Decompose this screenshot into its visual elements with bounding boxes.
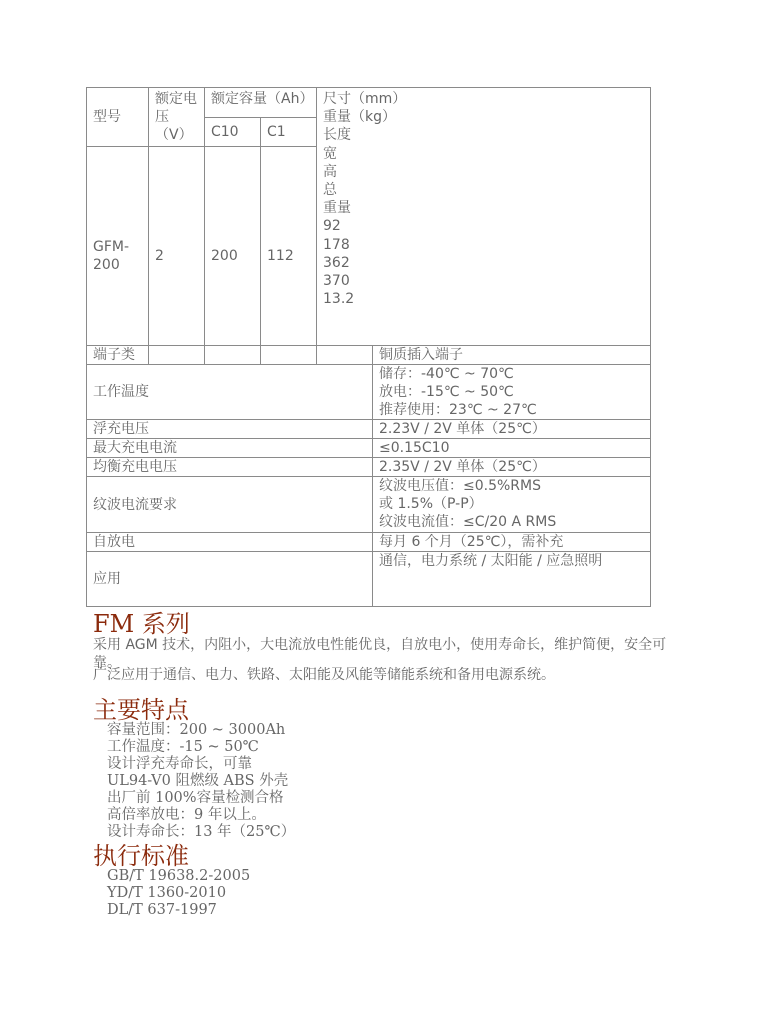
- dimension-line: 高: [323, 163, 337, 180]
- parameter-value: [373, 365, 651, 420]
- dimension-line: 92: [323, 218, 341, 235]
- dimension-line: 362: [323, 254, 350, 271]
- dimension-line: 重量（kg）: [323, 109, 396, 126]
- header-dimensions: [317, 88, 651, 365]
- header-capacity: 额定容量（Ah）: [205, 88, 317, 118]
- parameter-row: [87, 533, 651, 552]
- parameter-value-line: 推荐使用：23℃ ~ 27℃: [379, 402, 537, 418]
- standard-item: YD/T 1360-2010: [107, 885, 227, 901]
- header-voltage: 额定电压 （V）: [149, 88, 205, 147]
- spec-table: [86, 87, 651, 365]
- parameter-row: [87, 477, 651, 533]
- parameter-value: [373, 346, 651, 365]
- standards-list: [107, 868, 250, 919]
- dimension-line: 尺寸（mm）: [323, 91, 407, 107]
- parameter-row: [87, 439, 651, 458]
- feature-item: 工作温度：-15 ~ 50℃: [107, 739, 259, 755]
- parameter-value: [373, 552, 651, 607]
- parameter-label: 最大充电电流: [87, 439, 373, 458]
- dimension-line: 13.2: [323, 291, 355, 308]
- parameter-value: [373, 533, 651, 552]
- parameter-label: 浮充电压: [87, 420, 373, 439]
- feature-item: 设计浮充寿命长，可靠: [107, 756, 252, 772]
- parameter-row: [87, 552, 651, 607]
- parameter-label: 应用: [87, 552, 373, 607]
- parameter-row: [87, 365, 651, 420]
- parameter-label: 端子类: [87, 346, 373, 365]
- parameter-value-line: 通信，电力系统 / 太阳能 / 应急照明: [379, 553, 603, 569]
- parameter-value: [373, 458, 651, 477]
- standard-item: DL/T 637-1997: [107, 902, 217, 918]
- parameter-row: [87, 458, 651, 477]
- feature-item: 设计寿命长：13 年（25℃）: [107, 824, 296, 840]
- feature-item: 容量范围：200 ~ 3000Ah: [107, 722, 286, 738]
- features-title: 主要特点: [93, 696, 189, 724]
- parameters-table: [86, 345, 651, 607]
- parameter-value-line: 放电：-15℃ ~ 50℃: [379, 384, 514, 400]
- cell-c10: 200: [205, 147, 261, 365]
- parameter-value-line: 2.23V / 2V 单体（25℃）: [379, 421, 546, 437]
- feature-item: 高倍率放电：9 年以上。: [107, 807, 266, 823]
- fm-series-title: FM 系列: [93, 610, 190, 638]
- parameter-value-line: 每月 6 个月（25℃），需补充: [379, 534, 564, 550]
- cell-model: GFM-200: [87, 147, 149, 365]
- parameter-label: 工作温度: [87, 365, 373, 420]
- header-c1: C1: [261, 117, 317, 147]
- dimension-line: 总: [323, 182, 337, 199]
- parameter-value-line: 储存：-40℃ ~ 70℃: [379, 366, 514, 382]
- feature-item: UL94-V0 阻燃级 ABS 外壳: [107, 773, 289, 789]
- dimension-line: 长度: [323, 127, 351, 144]
- features-list: [107, 722, 295, 841]
- parameter-value: [373, 420, 651, 439]
- dimension-line: 宽: [323, 145, 337, 162]
- fm-application-paragraph: 广泛应用于通信、电力、铁路、太阳能及风能等储能系统和备用电源系统。: [93, 667, 555, 683]
- parameter-label: 自放电: [87, 533, 373, 552]
- dimension-line: 178: [323, 236, 350, 253]
- parameter-value: [373, 477, 651, 533]
- header-c10: C10: [205, 117, 261, 147]
- standards-title: 执行标准: [93, 842, 189, 870]
- parameter-value-line: 纹波电压值：≤0.5%RMS: [379, 478, 541, 494]
- parameter-value-line: 纹波电流值：≤C/20 A RMS: [379, 514, 557, 530]
- parameter-value-line: 或 1.5%（P-P）: [379, 496, 483, 512]
- standard-item: GB/T 19638.2-2005: [107, 868, 251, 884]
- cell-c1: 112: [261, 147, 317, 365]
- header-model: 型号: [87, 88, 149, 147]
- parameter-value: [373, 439, 651, 458]
- dimension-line: 370: [323, 273, 350, 290]
- parameter-value-line: 铜质插入端子: [379, 347, 463, 363]
- feature-item: 出厂前 100%容量检测合格: [107, 790, 284, 806]
- parameter-row: [87, 420, 651, 439]
- parameter-label: 纹波电流要求: [87, 477, 373, 533]
- parameter-value-line: ≤0.15C10: [379, 440, 450, 456]
- cell-voltage: 2: [149, 147, 205, 365]
- parameter-value-line: 2.35V / 2V 单体（25℃）: [379, 459, 546, 475]
- parameter-label: 均衡充电电压: [87, 458, 373, 477]
- fm-intro-paragraph: 采用 AGM 技术，内阻小，大电流放电性能优良，自放电小，使用寿命长，维护简便，安全可靠。: [93, 637, 667, 671]
- parameter-row: [87, 346, 651, 365]
- dimension-line: 重量: [323, 200, 351, 217]
